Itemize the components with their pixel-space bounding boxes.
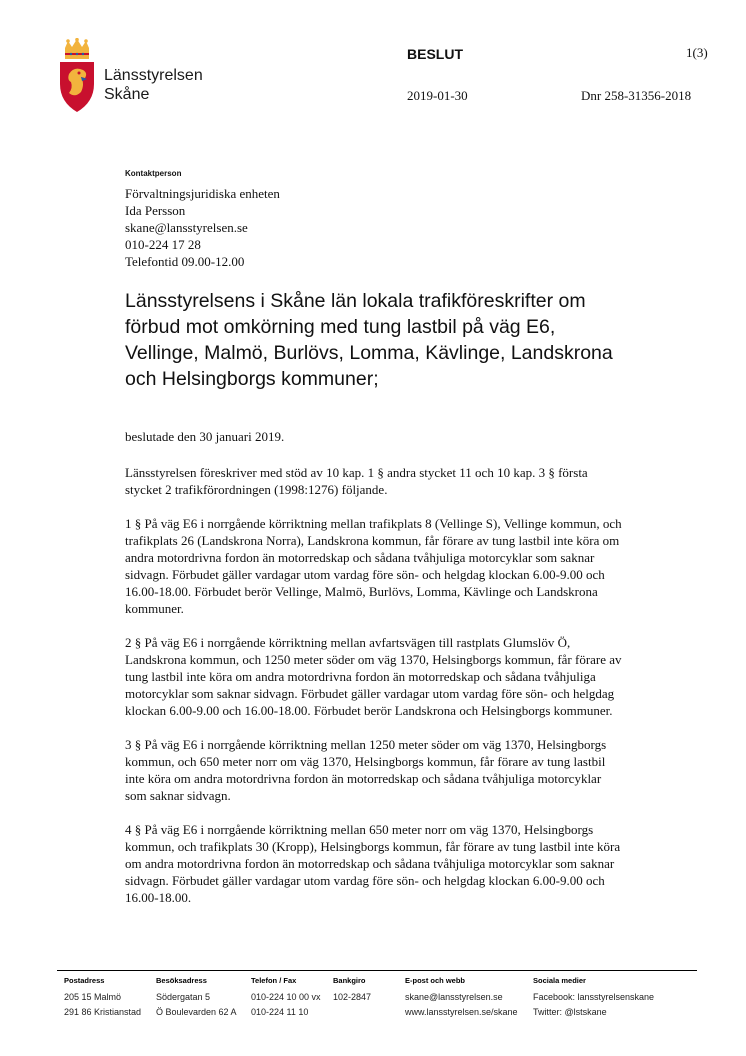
document-title: Länsstyrelsens i Skåne län lokala trafikföreskrifter om förbud mot omkörning med tung lastbil på väg E6, Vellinge, Malmö, Burlövs, Lomma, Kävlinge, Landskrona och Helsingborgs kommuner; (125, 290, 613, 390)
footer-line: 205 15 Malmö (64, 992, 122, 1002)
document-date: 2019-01-30 (407, 88, 468, 103)
footer-visiting-address (156, 976, 237, 1020)
document-body (125, 428, 625, 923)
footer-heading: Bankgiro (333, 976, 366, 985)
footer-heading: Besöksadress (156, 976, 207, 985)
contact-name: Ida Persson (125, 203, 186, 218)
footer-heading: Telefon / Fax (251, 976, 297, 985)
footer-line: 291 86 Kristianstad (64, 1007, 142, 1017)
org-name-line2: Skåne (104, 86, 150, 103)
section-2-paragraph: 2 § På väg E6 i norrgående körriktning mellan avfartsvägen till rastplats Glumslöv Ö, Landskrona kommun, och 1250 meter söder om väg 1370, Helsingborgs kommun, får förare av tung lastbil inte köra om andra motordrivna fordon än motorredskap och sådana tvåhjuliga motorcyklar som saknar sidvagn. Förbudet gäller vardagar utom vardag före sön- och helgdag klockan 6.00-9.00 och 16.00-18.00. Förbudet berör Landskrona och Helsingborgs kommuner. (125, 635, 622, 718)
decision-date-paragraph: beslutade den 30 januari 2019. (125, 429, 285, 444)
footer-line: Södergatan 5 (156, 992, 211, 1002)
contact-phone: 010-224 17 28 (125, 237, 201, 252)
section-3-paragraph: 3 § På väg E6 i norrgående körriktning mellan 1250 meter söder om väg 1370, Helsingborgs kommun, och 650 meter norr om väg 1370, Helsingborgs kommun, får förare av tung lastbil inte köra om andra motordrivna fordon än motorredskap och sådana tvåhjuliga motorcyklar som saknar sidvagn. (125, 737, 607, 803)
footer-line: 010-224 10 00 vx (251, 992, 321, 1002)
footer-line: 102-2847 (333, 992, 372, 1002)
footer-email-link[interactable]: skane@lansstyrelsen.se (405, 992, 503, 1002)
footer-social-media (533, 976, 654, 1020)
footer-phone-fax (251, 976, 321, 1020)
footer-heading: E-post och webb (405, 976, 465, 985)
contact-label: Kontaktperson (125, 169, 182, 178)
document-type: BESLUT (407, 46, 463, 62)
footer-line: Ö Boulevarden 62 A (156, 1007, 237, 1017)
org-name (104, 66, 203, 104)
footer-postal-address (64, 976, 141, 1020)
page-number: 1(3) (686, 45, 708, 60)
org-name-line1: Länsstyrelsen (104, 67, 203, 84)
contact-phone-hours: Telefontid 09.00-12.00 (125, 254, 245, 269)
footer-line: 010-224 11 10 (251, 1007, 309, 1017)
footer-web-link[interactable]: www.lansstyrelsen.se/skane (405, 1007, 518, 1017)
footer-divider (57, 970, 697, 971)
footer-heading: Postadress (64, 976, 105, 985)
section-4-paragraph: 4 § På väg E6 i norrgående körriktning mellan 650 meter norr om väg 1370, Helsingborgs kommun, och trafikplats 30 (Kropp), Helsingborgs kommun, får förare av tung lastbil inte köra om andra motordrivna fordon än motorredskap och sådana tvåhjuliga motorcyklar som saknar sidvagn. Förbudet gäller vardagar utom vardag före sön- och helgdag klockan 6.00-9.00 och 16.00-18.00. (125, 822, 621, 905)
document-dnr: Dnr 258-31356-2018 (581, 88, 692, 103)
contact-department: Förvaltningsjuridiska enheten (125, 186, 280, 201)
footer-twitter-link[interactable]: Twitter: @lstskane (533, 1007, 607, 1017)
footer-facebook-link[interactable]: Facebook: lansstyrelsenskane (533, 992, 655, 1002)
footer-bankgiro (333, 976, 371, 1005)
legal-basis-paragraph: Länsstyrelsen föreskriver med stöd av 10 kap. 1 § andra stycket 11 och 10 kap. 3 § första stycket 2 trafikförordningen (1998:1276) följande. (125, 465, 588, 497)
contact-block (125, 169, 280, 270)
footer-email-web (405, 976, 518, 1020)
section-1-paragraph: 1 § På väg E6 i norrgående körriktning mellan trafikplats 8 (Vellinge S), Vellinge kommun, och trafikplats 26 (Landskrona Norra), Landskrona kommun, får förare av tung lastbil inte köra om andra motordrivna fordon än motorredskap och sådana tvåhjuliga motorcyklar som saknar sidvagn. Förbudet gäller vardagar utom vardag före sön- och helgdag klockan 6.00-9.00 och 16.00-18.00. Förbudet berör Vellinge, Malmö, Burlövs, Lomma, Kävlinge och Landskrona kommuner. (125, 516, 622, 616)
contact-email[interactable]: skane@lansstyrelsen.se (125, 220, 248, 235)
lansstyrelsen-skane-logo (57, 38, 97, 116)
footer-heading: Sociala medier (533, 976, 586, 985)
